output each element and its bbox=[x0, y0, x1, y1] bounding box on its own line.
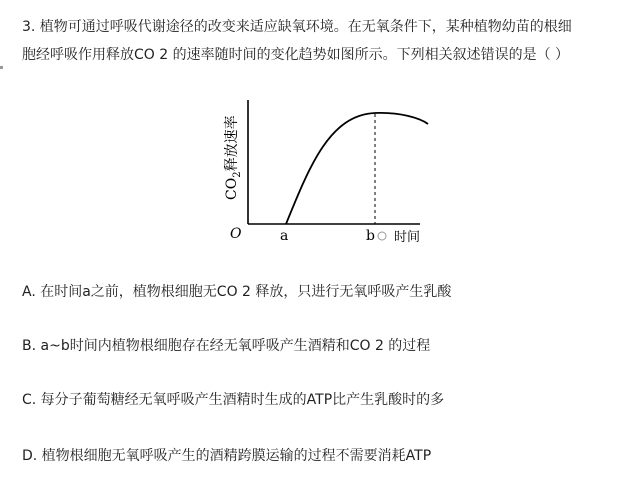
origin-label: O bbox=[230, 226, 242, 242]
x-axis-label: 时间 bbox=[394, 230, 421, 245]
option-d[interactable]: D. 植物根细胞无氧呼吸产生的酒精跨膜运输的过程不需要消耗ATP bbox=[22, 448, 432, 464]
y-axis-label: $CO_2$释放速率 bbox=[224, 115, 243, 200]
option-b[interactable]: B. a~b时间内植物根细胞存在经无氧呼吸产生酒精和CO 2 的过程 bbox=[22, 338, 431, 354]
watermark-icon bbox=[378, 232, 386, 240]
option-c[interactable]: C. 每分子葡萄糖经无氧呼吸产生酒精时生成的ATP比产生乳酸时的多 bbox=[22, 392, 445, 408]
question-stem-line-2: 胞经呼吸作用释放CO 2 的速率随时间的变化趋势如图所示。下列相关叙述错误的是（ ） bbox=[22, 47, 570, 63]
rate-curve bbox=[286, 113, 428, 224]
question-stem-line-1: 3. 植物可通过呼吸代谢途径的改变来适应缺氧环境。在无氧条件下，某种植物幼苗的根细 bbox=[22, 19, 572, 35]
point-b-label: b bbox=[366, 228, 375, 244]
option-a[interactable]: A. 在时间a之前，植物根细胞无CO 2 释放，只进行无氧呼吸产生乳酸 bbox=[22, 284, 452, 300]
point-a-label: a bbox=[280, 228, 289, 244]
